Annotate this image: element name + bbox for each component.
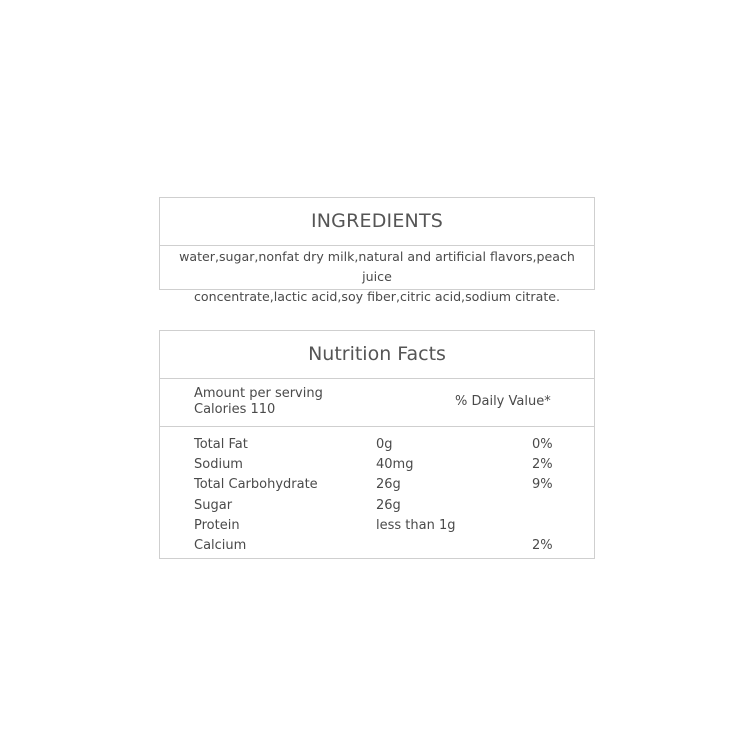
nutrient-row [160, 496, 594, 516]
daily-value-header: % Daily Value* [455, 394, 551, 409]
calories-label: Calories 110 [194, 402, 276, 417]
nutrient-row [160, 475, 594, 495]
nutrient-name: Sodium [194, 457, 243, 473]
nutrient-daily-value: 2% [532, 537, 553, 553]
ingredients-line-1: water,sugar,nonfat dry milk,natural and artificial flavors,peach juice [179, 249, 575, 284]
nutrient-name: Calcium [194, 537, 247, 553]
nutrient-amount: 40mg [376, 457, 414, 473]
nutrient-daily-value: 9% [532, 477, 553, 493]
ingredients-line-2: concentrate,lactic acid,soy fiber,citric acid,sodium citrate. [193, 289, 561, 304]
nutrient-daily-value: 2% [532, 457, 553, 473]
nutrition-facts-panel [159, 330, 595, 559]
nutrient-amount: 26g [376, 477, 401, 493]
nutrient-name: Total Fat [194, 437, 248, 452]
nutrient-amount: 26g [376, 497, 401, 513]
nutrient-amount: less than 1g [376, 517, 456, 533]
ingredients-list [160, 247, 594, 307]
nutrient-name: Total Carbohydrate [194, 477, 318, 493]
nutrient-daily-value: 0% [532, 437, 553, 452]
ingredients-panel [159, 197, 595, 304]
nutrient-row [160, 516, 594, 536]
nutrient-name: Protein [194, 517, 240, 533]
serving-label: Amount per serving [194, 386, 323, 401]
serving-info [194, 386, 323, 418]
nutrient-name: Sugar [194, 497, 233, 513]
nutrient-table [160, 427, 594, 556]
ingredients-title: INGREDIENTS [160, 198, 594, 246]
serving-info-row [160, 379, 594, 427]
nutrient-row [160, 455, 594, 475]
nutrient-amount: 0g [376, 437, 393, 452]
nutrient-row [160, 536, 594, 556]
nutrition-facts-title: Nutrition Facts [160, 331, 594, 379]
nutrient-row [160, 435, 594, 455]
